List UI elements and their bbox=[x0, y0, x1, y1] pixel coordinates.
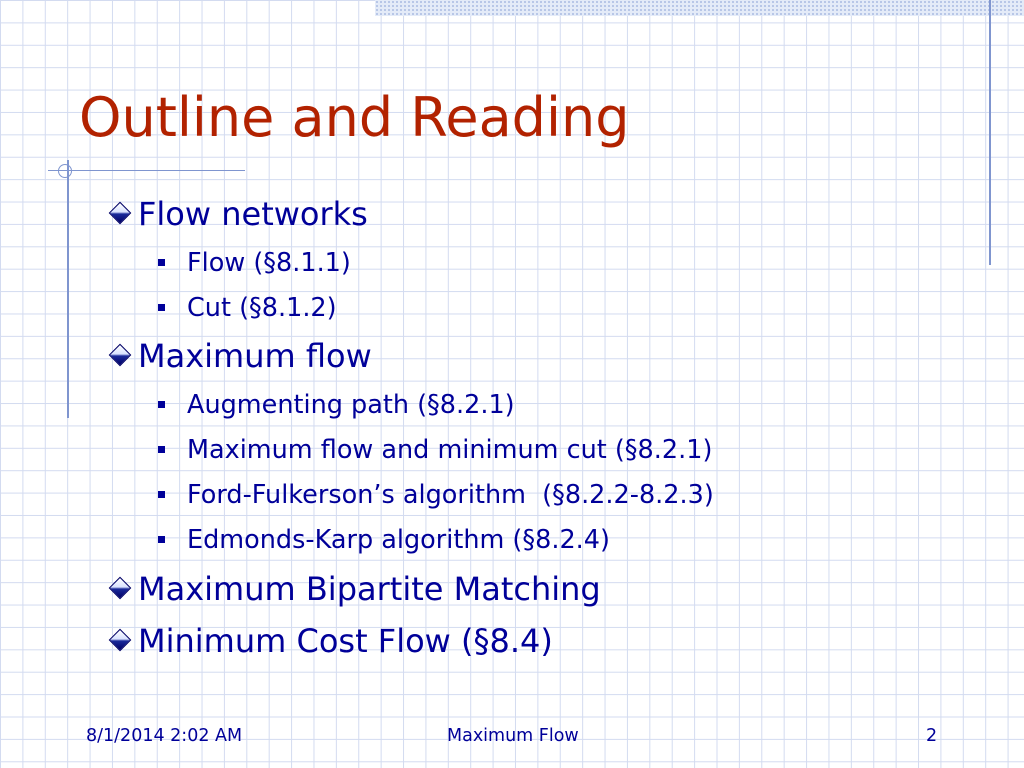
subbullet-text: Augmenting path (§8.2.1) bbox=[187, 390, 515, 420]
square-icon bbox=[158, 536, 165, 543]
top-dotted-band bbox=[375, 0, 1024, 16]
footer-page-number: 2 bbox=[926, 726, 938, 746]
bullet-min-cost-flow bbox=[108, 622, 553, 660]
subbullet-augmenting-path bbox=[158, 390, 515, 420]
diamond-icon bbox=[108, 576, 130, 598]
square-icon bbox=[158, 446, 165, 453]
square-icon bbox=[158, 491, 165, 498]
subbullet-edmonds-karp bbox=[158, 525, 610, 555]
right-vertical-line bbox=[989, 0, 991, 265]
subbullet-text: Ford-Fulkerson’s algorithm (§8.2.2-8.2.3) bbox=[187, 480, 714, 510]
title-underline bbox=[48, 170, 245, 171]
bullet-maximum-flow bbox=[108, 337, 372, 375]
slide-title: Outline and Reading bbox=[79, 86, 630, 149]
subbullet-ford-fulkerson bbox=[158, 480, 714, 510]
ring-ornament bbox=[58, 164, 72, 178]
subbullet-text: Cut (§8.1.2) bbox=[187, 293, 337, 323]
square-icon bbox=[158, 401, 165, 408]
footer-date: 8/1/2014 2:02 AM bbox=[86, 726, 243, 746]
bullet-flow-networks bbox=[108, 195, 368, 233]
diamond-icon bbox=[108, 628, 130, 650]
subbullet-cut bbox=[158, 293, 337, 323]
footer-title: Maximum Flow bbox=[447, 726, 579, 746]
square-icon bbox=[158, 304, 165, 311]
subbullet-text: Flow (§8.1.1) bbox=[187, 248, 351, 278]
subbullet-text: Edmonds-Karp algorithm (§8.2.4) bbox=[187, 525, 610, 555]
diamond-icon bbox=[108, 343, 130, 365]
square-icon bbox=[158, 259, 165, 266]
left-vertical-line bbox=[67, 160, 69, 418]
bullet-text: Maximum Bipartite Matching bbox=[138, 570, 601, 608]
bullet-bipartite-matching bbox=[108, 570, 601, 608]
bullet-text: Minimum Cost Flow (§8.4) bbox=[138, 622, 553, 660]
subbullet-flow bbox=[158, 248, 351, 278]
subbullet-text: Maximum flow and minimum cut (§8.2.1) bbox=[187, 435, 713, 465]
bullet-text: Flow networks bbox=[138, 195, 368, 233]
diamond-icon bbox=[108, 201, 130, 223]
subbullet-maxflow-mincut bbox=[158, 435, 713, 465]
bullet-text: Maximum flow bbox=[138, 337, 372, 375]
